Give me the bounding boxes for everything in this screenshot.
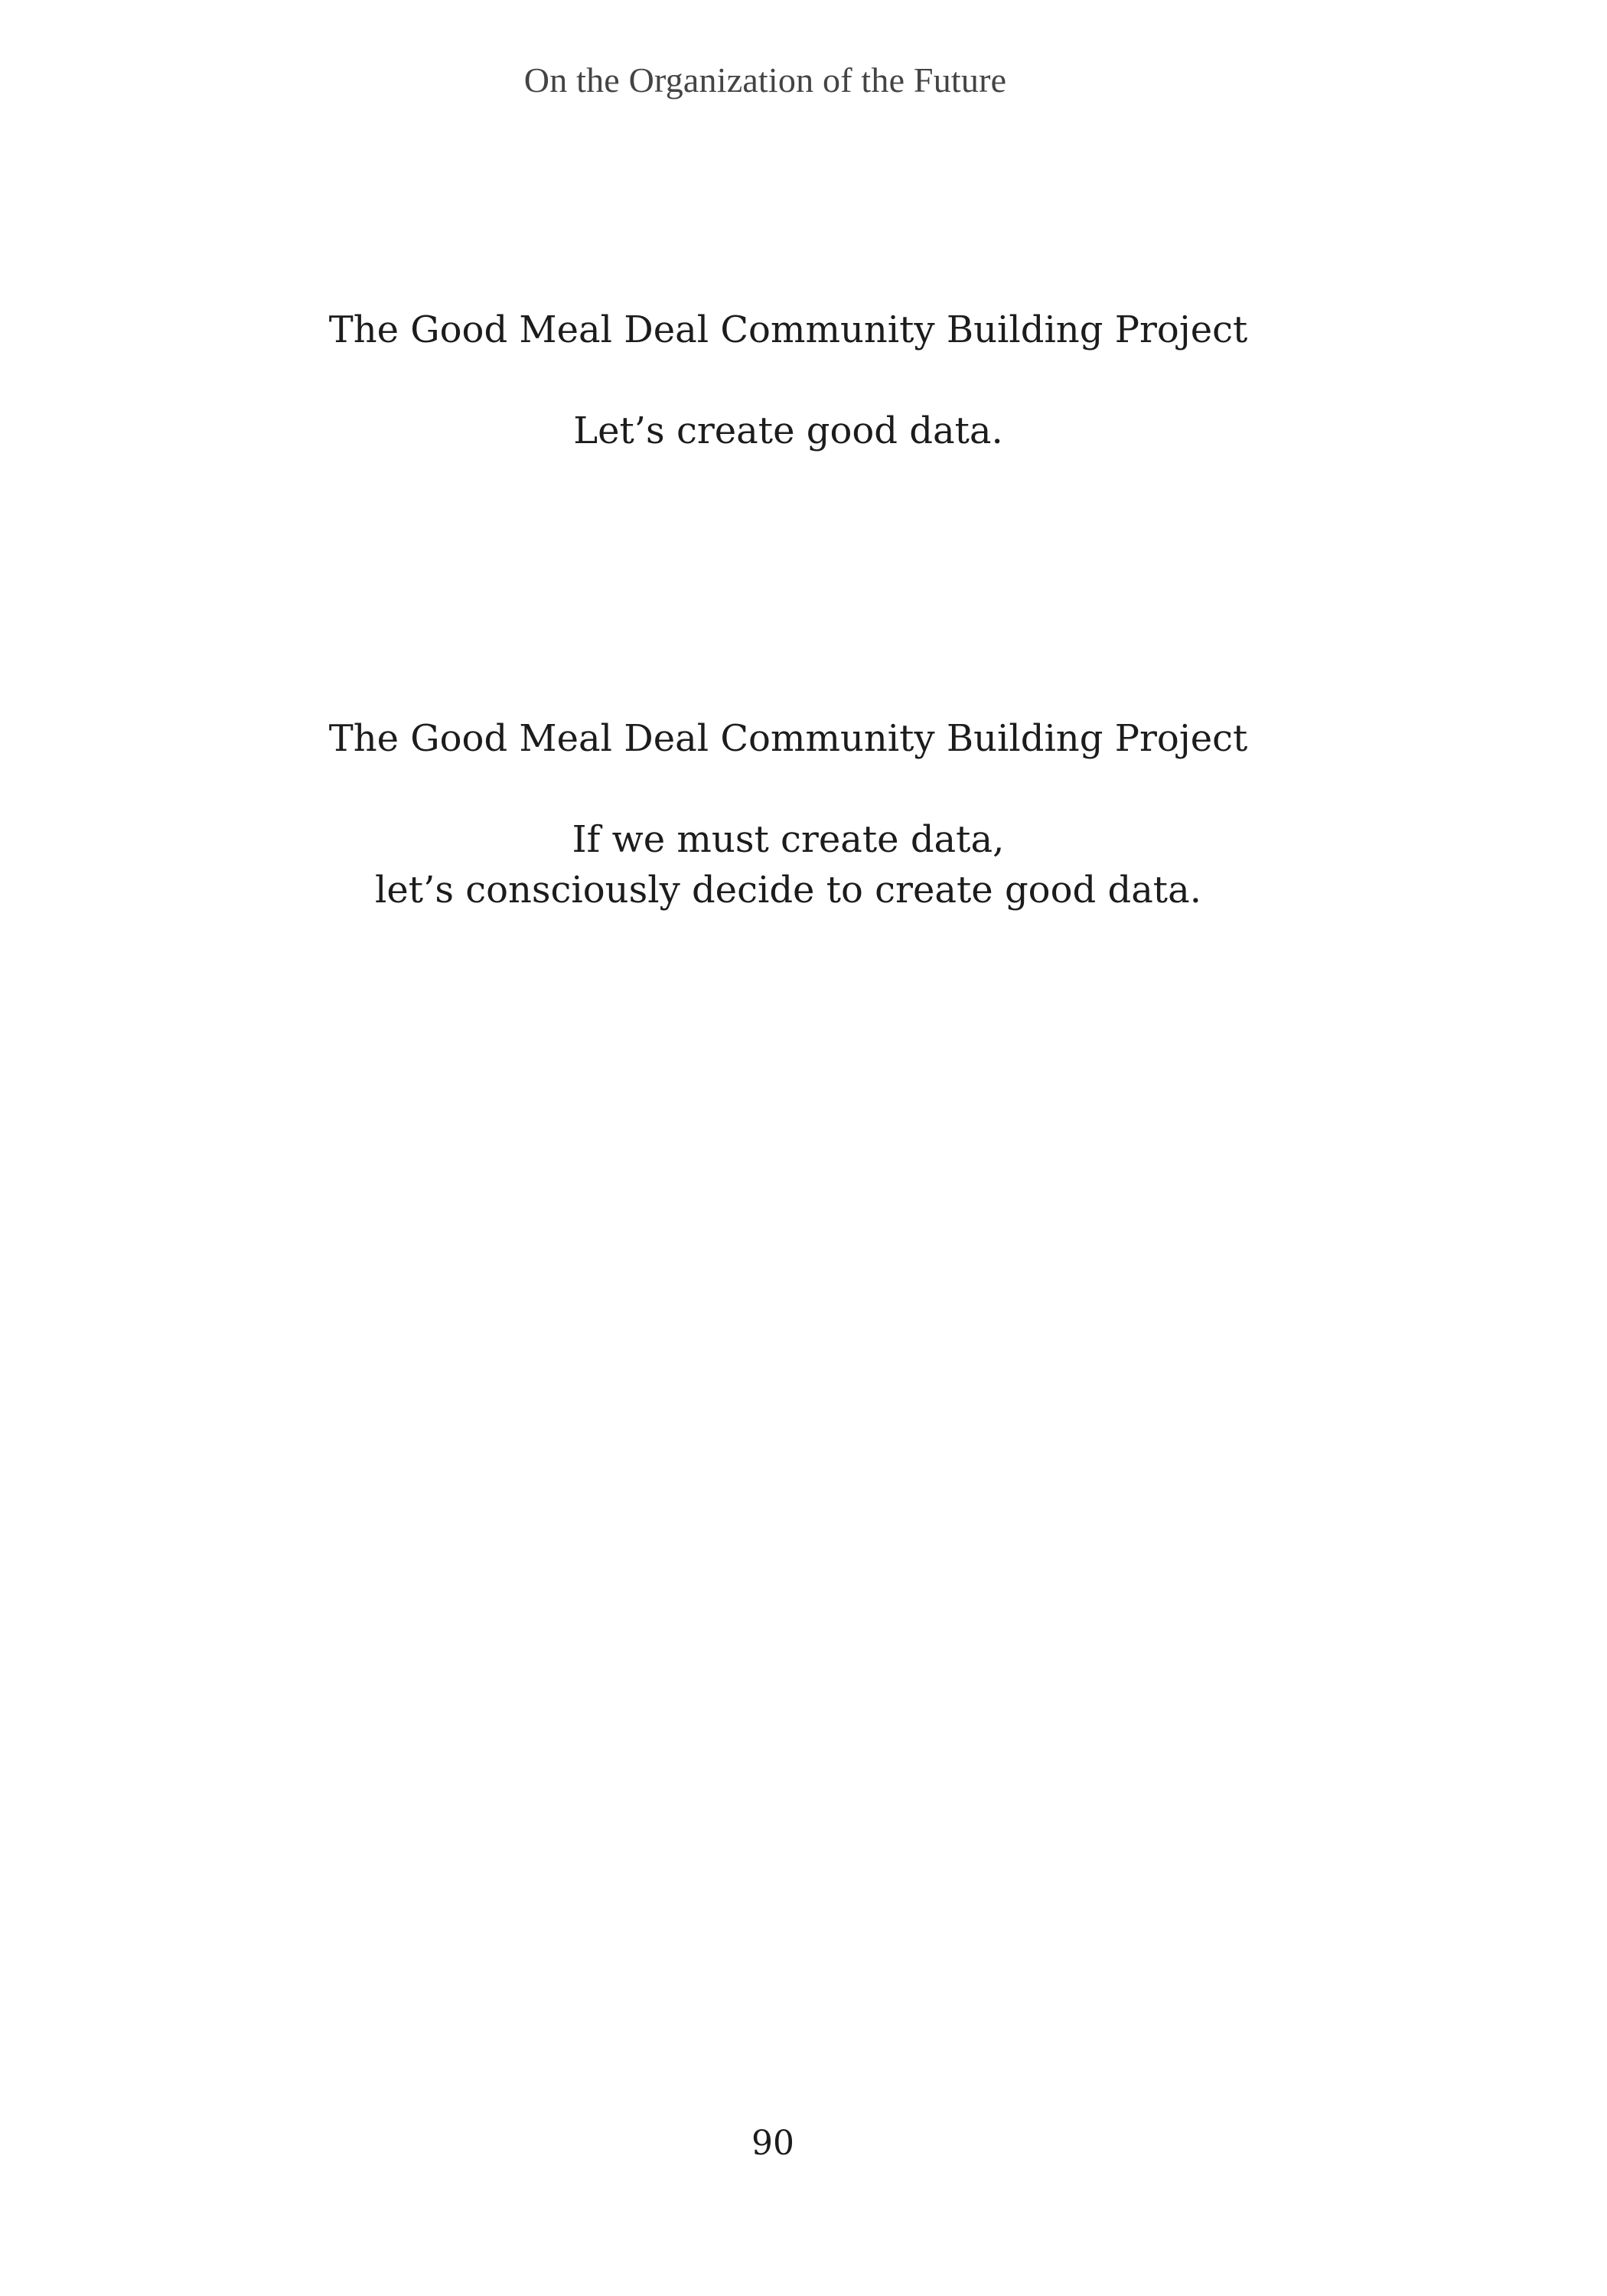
project-block-2 — [0, 713, 1576, 915]
running-header: On the Organization of the Future — [523, 60, 1007, 99]
tagline-line: let’s consciously decide to create good data. — [375, 869, 1201, 912]
project-title: The Good Meal Deal Community Building Project — [328, 308, 1248, 351]
project-title: The Good Meal Deal Community Building Project — [328, 717, 1248, 760]
tagline-line: If we must create data, — [572, 818, 1005, 861]
page-number: 90 — [751, 2124, 794, 2163]
project-tagline — [0, 814, 1576, 915]
project-block-1 — [0, 305, 1576, 456]
project-tagline — [0, 406, 1576, 456]
tagline-line: Let’s create good data. — [573, 409, 1003, 452]
